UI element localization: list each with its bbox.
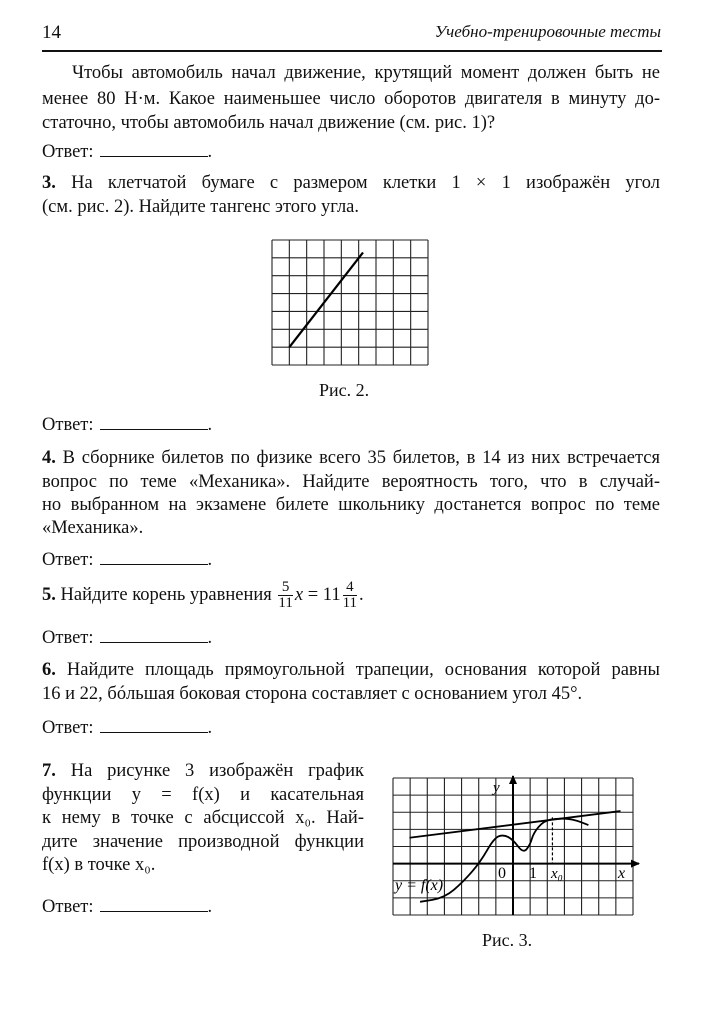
answer-label: Ответ: xyxy=(42,718,94,738)
x-axis-label: x xyxy=(618,865,626,882)
equals: = 11 xyxy=(307,585,341,605)
q5-number: 5. xyxy=(42,585,56,605)
q3-line xyxy=(42,172,660,194)
q5-line: 5. Найдите корень уравнения $\frac{5}{11}$ x = 11 $\frac{4}{11}$ . xyxy=(42,579,364,612)
answer-label: Ответ: xyxy=(42,628,94,648)
answer-blank[interactable] xyxy=(100,628,208,643)
figure-3-graph xyxy=(393,778,633,915)
q3-line: (см. рис. 2). Найдите тангенс этого угла. xyxy=(42,197,360,217)
answer-blank[interactable] xyxy=(100,550,208,565)
function-label: y = f(x) xyxy=(395,877,444,894)
answer-label: Ответ: xyxy=(42,142,94,162)
fraction: $\frac{4}{11}$ xyxy=(342,579,358,612)
q4-number: 4. xyxy=(42,448,56,468)
origin-label: 0 xyxy=(498,865,506,882)
running-header-title: Учебно-тренировочные тесты xyxy=(434,22,661,41)
page-number: 14 xyxy=(42,22,61,43)
answer-label: Ответ: xyxy=(42,415,94,435)
q4-line: «Механика». xyxy=(42,518,144,538)
answer-blank[interactable] xyxy=(100,415,208,430)
answer-line: Ответ: . xyxy=(42,628,213,648)
answer-label: Ответ: xyxy=(42,897,94,917)
x0-label: x₀ xyxy=(551,866,563,882)
q6-number: 6. xyxy=(42,660,56,680)
intro-line: менее 80 Н·м. Какое наименьшее число оборотов двигателя в минуту до- xyxy=(42,89,660,109)
q7-number: 7. xyxy=(42,761,56,781)
answer-line: Ответ: . xyxy=(42,897,213,917)
q3-number: 3. xyxy=(42,173,56,193)
q6-text: Найдите площадь прямоугольной трапеции, основания которой равны xyxy=(66,660,660,680)
q7-line: дите значение производной функции xyxy=(42,831,364,852)
answer-blank[interactable] xyxy=(100,897,208,912)
figure-2-caption: Рис. 2. xyxy=(319,380,370,400)
q7-text-block xyxy=(42,760,364,878)
unit-label: 1 xyxy=(529,865,537,882)
q7-line: функции y = f(x) и касательная xyxy=(42,784,364,805)
q5-text: Найдите корень уравнения xyxy=(60,585,272,605)
answer-line: Ответ: . xyxy=(42,415,213,435)
q3-text: На клетчатой бумаге с размером клетки 1 × 1 изображён угол xyxy=(71,173,660,193)
answer-label: Ответ: xyxy=(42,550,94,570)
figure-2-grid xyxy=(272,240,428,365)
y-axis-label: y xyxy=(493,780,500,796)
function-curve xyxy=(420,819,588,902)
q7-line: 7. На рисунке 3 изображён график xyxy=(42,761,365,781)
intro-line: Чтобы автомобиль начал движение, крутящий момент должен быть не xyxy=(72,63,660,83)
header-rule xyxy=(42,50,662,52)
q4-line: но выбранном на экзамене билете школьнику достанется вопрос по теме xyxy=(42,495,660,515)
tangent-line xyxy=(409,811,620,838)
answer-blank[interactable] xyxy=(100,718,208,733)
answer-line: Ответ: . xyxy=(42,142,213,162)
q6-line xyxy=(42,659,660,681)
grid-lines xyxy=(272,240,428,365)
q4-line: вопрос по теме «Механика». Найдите вероятность того, что в случай- xyxy=(42,472,660,492)
figure-3-caption: Рис. 3. xyxy=(482,930,533,950)
q4-text: В сборнике билетов по физике всего 35 билетов, в 14 из них встречается xyxy=(62,448,661,468)
answer-line: Ответ: . xyxy=(42,550,213,570)
q7-line: f(x) в точке x₀. xyxy=(42,855,156,875)
q6-line: 16 и 22, бóльшая боковая сторона составляет с основанием угол 45°. xyxy=(42,684,583,704)
answer-line: Ответ: . xyxy=(42,718,213,738)
q4-line xyxy=(42,447,660,469)
variable: x xyxy=(294,585,304,605)
angle-ray xyxy=(289,253,363,348)
x-axis-arrow-icon xyxy=(631,860,640,868)
fraction: $\frac{5}{11}$ xyxy=(278,579,293,612)
answer-blank[interactable] xyxy=(100,142,208,157)
q7-line: к нему в точке с абсциссой x₀. Най- xyxy=(42,808,364,828)
y-axis-arrow-icon xyxy=(509,775,517,784)
intro-line: статочно, чтобы автомобиль начал движение (см. рис. 1)? xyxy=(42,113,496,133)
